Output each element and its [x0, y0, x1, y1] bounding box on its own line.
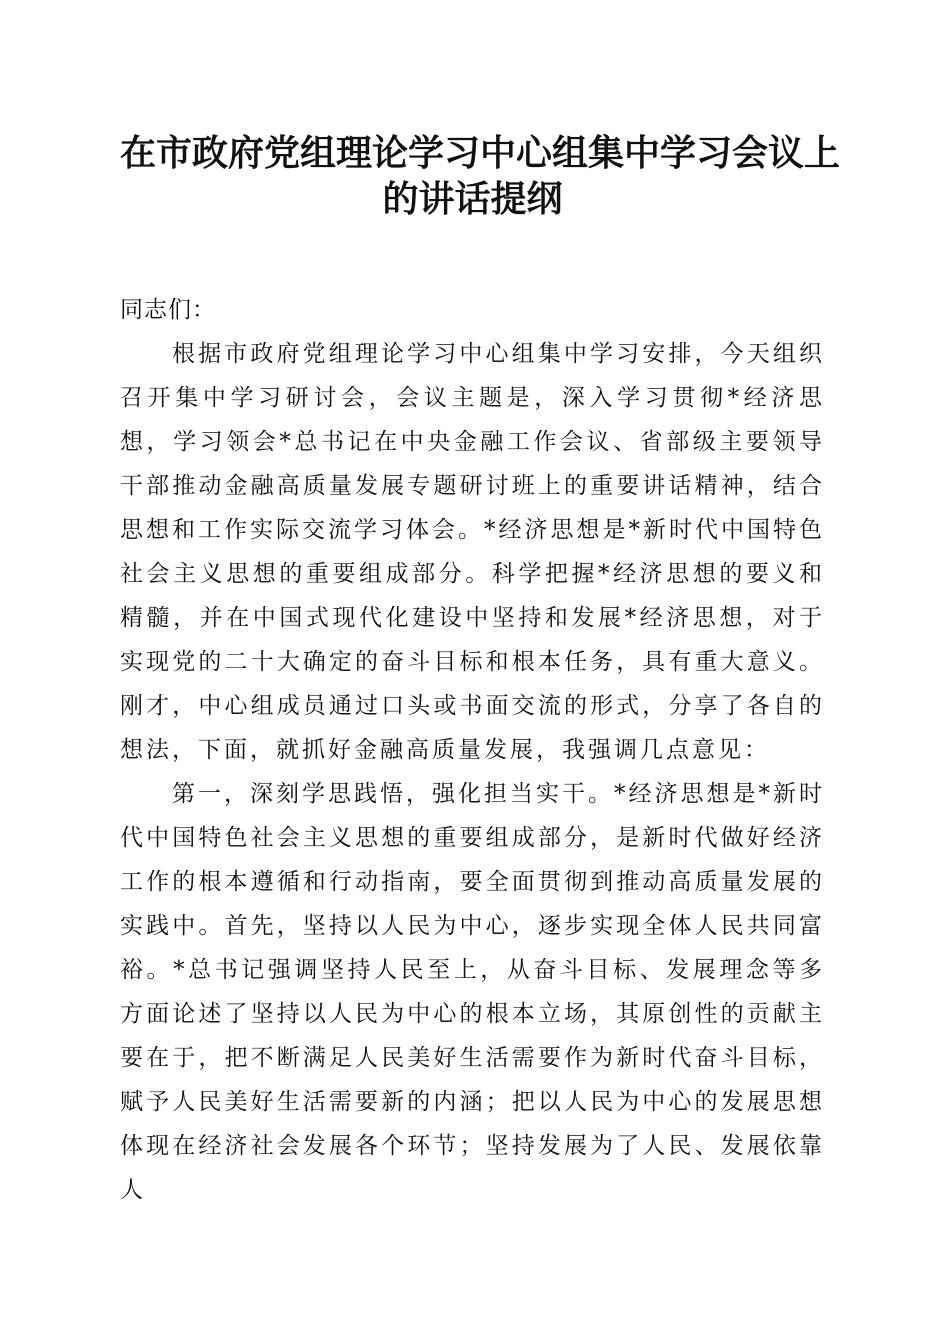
paragraph-lead: 第一，深刻学思践悟，强化担当实干。	[172, 781, 614, 807]
paragraph-body: *经济思想是*新时代中国特色社会主义思想的重要组成部分，是新时代做好经济工作的根本遵循和行动指南，要全面贯彻到推动高质量发展的实践中。首先，坚持以人民为中心，逐步实现全体人民共同富裕。*总书记强调坚持人民至上，从奋斗目标、发展理念等多方面论述了坚持以人民为中心的根本立场，其原创性的贡献主要在于，把不断满足人民美好生活需要作为新时代奋斗目标，赋予人民美好生活需要新的内涵；把以人民为中心的发展思想体现在经济社会发展各个环节；坚持发展为了人民、发展依靠人	[120, 781, 825, 1203]
salutation: 同志们：	[120, 297, 216, 323]
document-page	[120, 130, 841, 1212]
title-line-1: 在市政府党组理论学习中心组集中学习会议上	[120, 132, 841, 174]
document-title	[120, 130, 841, 222]
paragraph-intro: 根据市政府党组理论学习中心组集中学习安排，今天组织召开集中学习研讨会，会议主题是，深入学习贯彻*经济思想，学习领会*总书记在中央金融工作会议、省部级主要领导干部推动金融高质量发展专题研讨班上的重要讲话精神，结合思想和工作实际交流学习体会。*经济思想是*新时代中国特色社会主义思想的重要组成部分。科学把握*经济思想的要义和精髓，并在中国式现代化建设中坚持和发展*经济思想，对于实现党的二十大确定的奋斗目标和根本任务，具有重大意义。刚才，中心组成员通过口头或书面交流的形式，分享了各自的想法，下面，就抓好金融高质量发展，我强调几点意见：	[120, 341, 825, 763]
paragraph-first-point	[120, 772, 825, 1212]
title-line-2: 的讲话提纲	[382, 178, 563, 220]
